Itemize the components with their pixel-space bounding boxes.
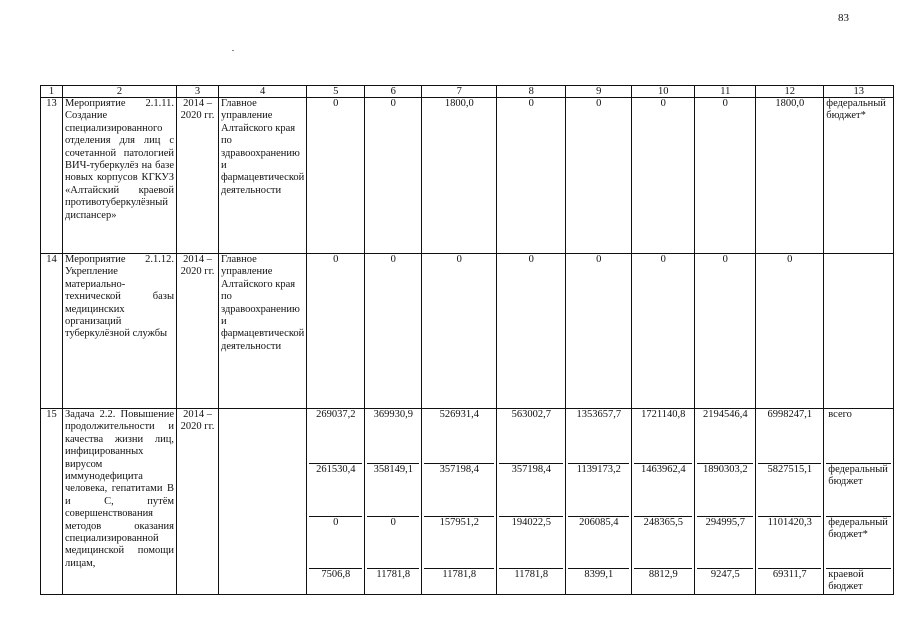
value-cell: 1890303,2 [697, 463, 753, 516]
period: 2014 – 2020 гг. [177, 98, 219, 254]
value-cell: 526931,4 [439, 409, 479, 420]
executor [219, 409, 307, 595]
value-cell: 11781,8 [499, 568, 563, 594]
value-cell: 1463962,4 [634, 463, 692, 516]
header-cell: 5 [307, 86, 365, 98]
value-cell: 0 [695, 254, 756, 409]
value-cell: 357198,4 [424, 463, 494, 516]
header-cell: 2 [63, 86, 177, 98]
value-cell: 0 [566, 98, 632, 254]
value-cell: 157951,2 [424, 516, 494, 568]
header-cell: 4 [219, 86, 307, 98]
header-cell: 1 [41, 86, 63, 98]
value-cell: 369930,9 [373, 409, 413, 420]
value-cell: 563002,7 [511, 409, 551, 420]
year-column [695, 409, 756, 595]
value-cell: 2194546,4 [702, 409, 748, 420]
value-cell: 0 [632, 254, 695, 409]
year-column [497, 409, 566, 595]
year-column [632, 409, 695, 595]
header-cell: 7 [422, 86, 497, 98]
header-row [41, 86, 894, 98]
header-cell: 13 [824, 86, 894, 98]
value-cell: 0 [756, 254, 824, 409]
header-cell: 3 [177, 86, 219, 98]
year-column [566, 409, 632, 595]
header-cell: 11 [695, 86, 756, 98]
value-cell: 1139173,2 [568, 463, 629, 516]
value-cell: 0 [307, 254, 365, 409]
measure-name: Мероприятие 2.1.12. Укрепление материально-технической базы медицинских организаций туберкулёзной службы [63, 254, 177, 409]
value-cell: 0 [497, 98, 566, 254]
measure-name: Мероприятие 2.1.11. Создание специализированного отделения для лиц с сочетанной патологией ВИЧ-туберкулёз на базе новых корпусов КГКУЗ «Алтайский краевой противотуберкулёзный диспансер» [63, 98, 177, 254]
value-cell: 11781,8 [367, 568, 419, 594]
value-cell: 0 [566, 254, 632, 409]
executor: Главное управление Алтайского края по здравоохранению и фармацевтической деятельности [219, 254, 307, 409]
value-cell: 294995,7 [697, 516, 753, 568]
program-table [40, 85, 894, 595]
value-cell: 357198,4 [499, 463, 563, 516]
task-name: Задача 2.2. Повышение продолжительности и качества жизни лиц, инфицированных вирусом иммунодефицита человека, гепатитами В и С, путём совершенствования методов оказания специализированной медицинской помощи лицам, [63, 409, 177, 595]
executor: Главное управление Алтайского края по здравоохранению и фармацевтической деятельности [219, 98, 307, 254]
row-number: 14 [41, 254, 63, 409]
value-cell: 9247,5 [697, 568, 753, 594]
value-cell: 0 [365, 98, 422, 254]
header-cell: 6 [365, 86, 422, 98]
value-cell: 5827515,1 [758, 463, 821, 516]
total-column [756, 409, 824, 595]
value-cell: 248365,5 [634, 516, 692, 568]
value-cell: 1800,0 [756, 98, 824, 254]
value-cell: 269037,2 [316, 409, 356, 420]
value-cell: 8812,9 [634, 568, 692, 594]
value-cell: 1800,0 [422, 98, 497, 254]
table-row [41, 98, 894, 254]
value-cell: 1101420,3 [758, 516, 821, 568]
value-cell: 358149,1 [367, 463, 419, 516]
funding-source: краевой бюджет [826, 568, 891, 594]
value-cell: 0 [367, 516, 419, 568]
year-column [307, 409, 365, 595]
year-column [365, 409, 422, 595]
funding-source [824, 254, 894, 409]
year-column [422, 409, 497, 595]
value-cell: 11781,8 [424, 568, 494, 594]
value-cell: 0 [307, 98, 365, 254]
value-cell: 0 [497, 254, 566, 409]
source-column [824, 409, 894, 595]
value-cell: 1721140,8 [641, 409, 686, 420]
table-row [41, 254, 894, 409]
header-cell: 9 [566, 86, 632, 98]
table-row [41, 409, 894, 595]
value-cell: 1353657,7 [576, 409, 622, 420]
value-cell: 194022,5 [499, 516, 563, 568]
value-cell: 206085,4 [568, 516, 629, 568]
period: 2014 – 2020 гг. [177, 254, 219, 409]
value-cell: 0 [422, 254, 497, 409]
value-cell: 0 [365, 254, 422, 409]
header-cell: 12 [756, 86, 824, 98]
value-cell: 0 [309, 516, 362, 568]
row-number: 13 [41, 98, 63, 254]
funding-source: всего [828, 409, 852, 420]
period: 2014 – 2020 гг. [177, 409, 219, 595]
page-number: 83 [838, 12, 849, 24]
value-cell: 69311,7 [758, 568, 821, 594]
funding-source: федеральный бюджет* [826, 516, 891, 568]
funding-source: федеральный бюджет* [824, 98, 894, 254]
value-cell: 6998247,1 [767, 409, 813, 420]
scan-speck [232, 50, 234, 51]
value-cell: 7506,8 [309, 568, 362, 594]
value-cell: 8399,1 [568, 568, 629, 594]
header-cell: 10 [632, 86, 695, 98]
value-cell: 261530,4 [309, 463, 362, 516]
row-number: 15 [41, 409, 63, 595]
funding-source: федеральный бюджет [826, 463, 891, 516]
value-cell: 0 [695, 98, 756, 254]
header-cell: 8 [497, 86, 566, 98]
value-cell: 0 [632, 98, 695, 254]
